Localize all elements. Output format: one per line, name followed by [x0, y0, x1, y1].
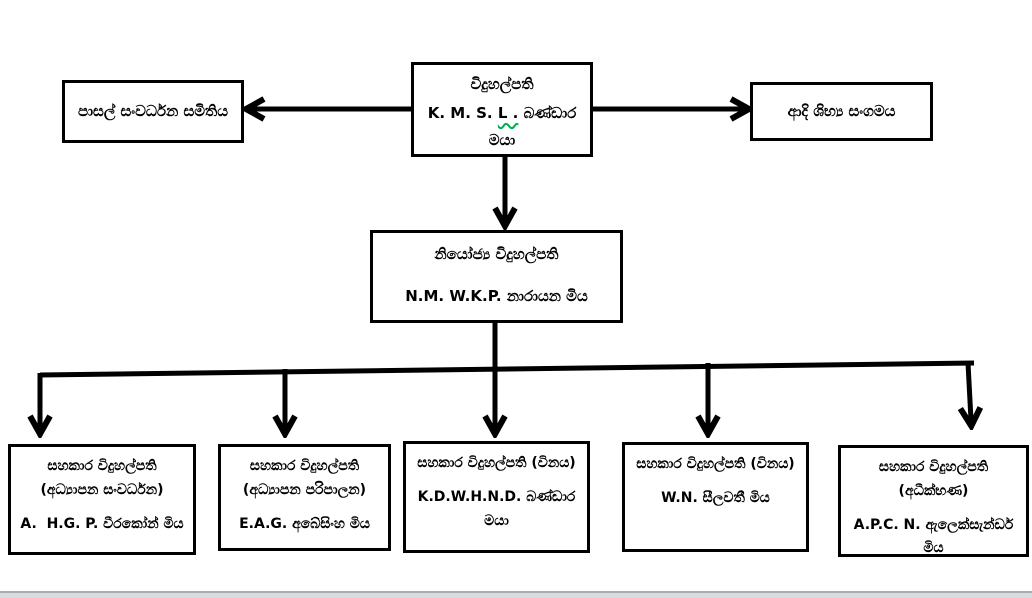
principal-name: [422, 100, 582, 153]
assistant-2-name-initials: E.A.G.: [239, 515, 288, 532]
assistant-2-name: [239, 513, 370, 537]
deputy-title: නියෝජ්‍ය විදුහල්පති: [434, 245, 559, 263]
principal-name-initials: K. M. S.: [427, 104, 493, 123]
assistant-box-5: [838, 445, 1029, 557]
deputy-name: [405, 283, 588, 309]
assistant-box-4: [622, 442, 809, 552]
deputy-name-initials: N.M. W.K.P.: [405, 287, 502, 306]
deputy-name-surname: නාරායන මිය: [506, 287, 588, 306]
assistant-1-name-surname: වීරකෝන් මිය: [103, 515, 184, 532]
principal-name-surname: බණ්ඩාර මයා: [488, 104, 577, 149]
school-development-committee-box: [62, 80, 244, 143]
assistant-4-title: සහකාර විදුහල්පති (විනය): [636, 456, 795, 472]
assistant-1-title: සහකාර විදුහල්පති: [47, 458, 157, 474]
assistant-4-name-initials: W.N.: [661, 489, 698, 506]
principal-name-spellcheck-segment: L .: [497, 104, 519, 123]
school-development-committee-label: පාසල් සංවර්ධන සමිතිය: [77, 102, 229, 121]
assistant-box-3: [403, 441, 590, 553]
arrow-to-assistant-5-icon: [968, 363, 971, 420]
assistant-5-title: සහකාර විදුහල්පති: [878, 459, 989, 475]
principal-title: විදුහල්පති: [470, 75, 534, 93]
assistant-3-name: [414, 486, 579, 534]
principal-box: [411, 62, 593, 157]
assistant-5-name-initials: A.P.C. N.: [853, 516, 921, 533]
assistant-1-name: [20, 513, 183, 537]
assistant-2-subtitle: (අධ්‍යාපන පරිපාලන): [242, 481, 367, 498]
assistant-2-title: සහකාර විදුහල්පති: [249, 458, 360, 474]
horizontal-scrollbar-track[interactable]: [0, 591, 1032, 598]
old-students-association-label: ආදි ශිභ්‍ය සංගමය: [787, 102, 896, 121]
old-students-association-box: [750, 82, 933, 141]
assistant-5-name: [849, 514, 1018, 562]
assistant-3-name-initials: K.D.W.H.N.D.: [417, 488, 522, 505]
assistant-4-name-surname: සීලවතී මිය: [702, 489, 770, 506]
assistant-5-name-surname: ඇලෙක්සැන්ඩර් මිය: [923, 516, 1014, 557]
distribution-line: [40, 363, 974, 375]
assistant-2-name-surname: අබේසිංහ මිය: [292, 515, 370, 532]
assistant-3-title: සහකාර විදුහල්පති (විනය): [417, 455, 576, 471]
assistant-box-2: [218, 444, 391, 551]
assistant-1-subtitle: (අධ්‍යාපන සංවර්ධන): [40, 481, 164, 498]
assistant-1-name-initials: A. H.G. P.: [20, 515, 99, 532]
assistant-box-1: [8, 444, 196, 555]
assistant-3-name-surname: බණ්ඩාර මයා: [484, 488, 576, 529]
assistant-5-subtitle: (අධීක්භණ): [898, 482, 969, 499]
deputy-principal-box: [370, 230, 623, 323]
assistant-4-name: [661, 487, 770, 511]
